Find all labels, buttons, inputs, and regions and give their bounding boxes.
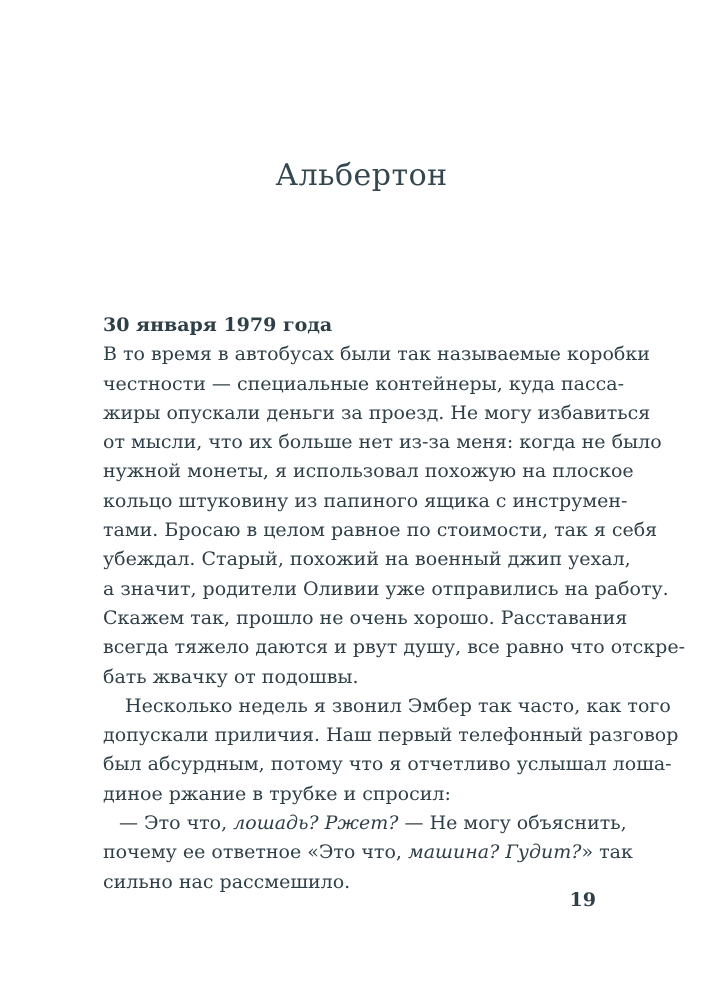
entry-date: 30 января 1979 года <box>103 314 333 336</box>
chapter-text <box>103 311 686 897</box>
text-line: всегда тяжело даются и рвут душу, все равно что отскре- <box>103 636 686 659</box>
dialogue-text: » так <box>581 841 633 864</box>
text-line: а значит, родители Оливии уже отправились на работу. <box>103 577 669 600</box>
text-line: тами. Бросаю в целом равное по стоимости, так я себя <box>103 519 658 542</box>
dialogue-text: — Не могу объяснить, <box>398 812 627 835</box>
dialogue-italic: машина? Гудит? <box>407 841 582 864</box>
text-line: нужной монеты, я использовал похожую на плоское <box>103 460 634 483</box>
text-line: кольцо штуковину из папиного ящика с инструмен- <box>103 489 628 512</box>
text-line: допускали приличия. Наш первый телефонный разговор <box>103 724 679 747</box>
text-line: Скажем так, прошло не очень хорошо. Расставания <box>103 606 628 629</box>
text-line: от мысли, что их больше нет из-за меня: когда не было <box>103 431 662 454</box>
chapter-title: Альбертон <box>275 158 448 193</box>
dialogue-text: почему ее ответное «Это что, <box>103 841 408 864</box>
text-line: бать жвачку от подошвы. <box>103 665 359 688</box>
dialogue-line <box>103 838 633 867</box>
page-number: 19 <box>569 889 596 911</box>
text-line: В то время в автобусах были так называемые коробки <box>103 343 650 366</box>
dialogue-line: сильно нас рассмешило. <box>103 870 351 893</box>
dialogue-line <box>103 809 627 838</box>
dialogue-text: — Это что, <box>119 812 234 835</box>
text-line: убеждал. Старый, похожий на военный джип уехал, <box>103 548 631 571</box>
text-line: был абсурдным, потому что я отчетливо услышал лоша- <box>103 753 672 776</box>
text-line: Несколько недель я звонил Эмбер так часто, как того <box>125 694 671 717</box>
dialogue-italic: лошадь? Ржет? <box>233 812 399 835</box>
text-line: диное ржание в трубке и спросил: <box>103 782 451 805</box>
text-line: жиры опускали деньги за проезд. Не могу избавиться <box>103 401 651 424</box>
text-line: честности — специальные контейнеры, куда пасса- <box>103 372 625 395</box>
